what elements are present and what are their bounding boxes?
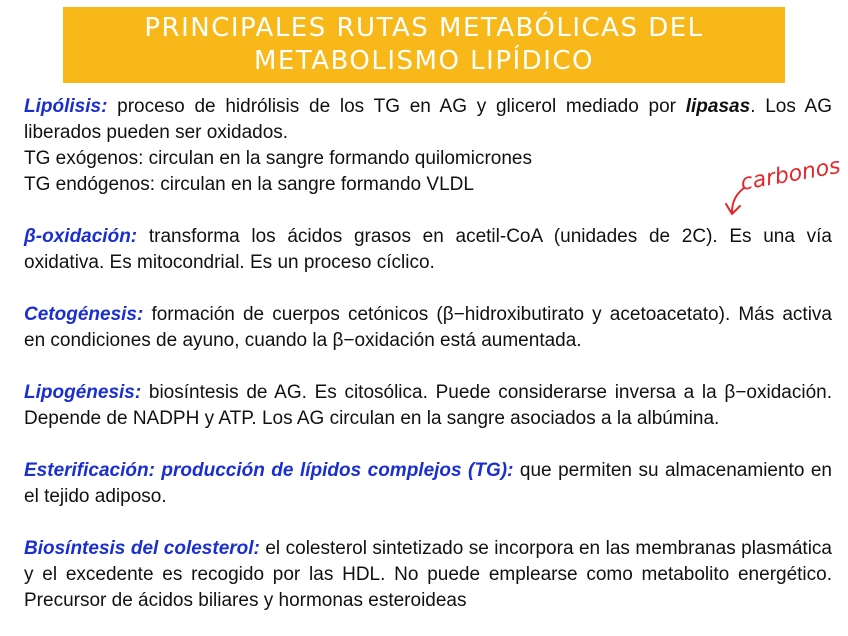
beta-oxidacion-term: β-oxidación: [24, 226, 138, 247]
lipolisis-text-b: . Los AG liberados pueden ser oxidados. [24, 96, 832, 143]
tg-endogenos-line: TG endógenos: circulan en la sangre formando VLDL [24, 174, 474, 195]
lipolisis-text-a: proceso de hidrólisis de los TG en AG y glicerol mediado por [107, 96, 686, 117]
annotation-text: carbonos [738, 153, 843, 196]
cetogenesis-paragraph [24, 302, 832, 354]
main-content [24, 94, 832, 614]
tg-exogenos-line: TG exógenos: circulan en la sangre formando quilomicrones [24, 148, 532, 169]
esterificacion-paragraph [24, 458, 832, 510]
title-line-2: METABOLISMO LIPÍDICO [254, 46, 594, 76]
lipogenesis-text: biosíntesis de AG. Es citosólica. Puede considerarse inversa a la β−oxidación. Depende de NADPH y ATP. Los AG circulan en la sangre asociados a la albúmina. [24, 382, 832, 429]
lipogenesis-paragraph [24, 380, 832, 432]
colesterol-text: el colesterol sintetizado se incorpora en las membranas plasmática y el excedente es recogido por las HDL. No puede emplearse como metabolito energético. Precursor de ácidos biliares y hormonas esteroideas [24, 538, 832, 611]
lipogenesis-term: Lipogénesis: [24, 382, 142, 403]
beta-oxidacion-paragraph [24, 224, 832, 276]
title-banner [63, 7, 785, 83]
lipolisis-term: Lipólisis: [24, 96, 108, 117]
cetogenesis-text: formación de cuerpos cetónicos (β−hidroxibutirato y acetoacetato). Más activa en condiciones de ayuno, cuando la β−oxidación está aumentada. [24, 304, 832, 351]
annotation-arrow-icon [720, 153, 843, 220]
beta-oxidacion-text: transforma los ácidos grasos en acetil-CoA (unidades de 2C). Es una vía oxidativa. Es mitocondrial. Es un proceso cíclico. [24, 226, 832, 273]
colesterol-paragraph [24, 536, 832, 614]
esterificacion-text: que permiten su almacenamiento en el tejido adiposo. [24, 460, 832, 507]
colesterol-term: Biosíntesis del colesterol: [24, 538, 260, 559]
title-line-1: PRINCIPALES RUTAS METABÓLICAS DEL [144, 13, 704, 43]
esterificacion-term: Esterificación: producción de lípidos complejos (TG): [24, 460, 514, 481]
handwritten-annotation [720, 153, 843, 220]
lipasas-emphasis: lipasas [685, 96, 751, 117]
cetogenesis-term: Cetogénesis: [24, 304, 144, 325]
lipolisis-paragraph [24, 94, 832, 146]
